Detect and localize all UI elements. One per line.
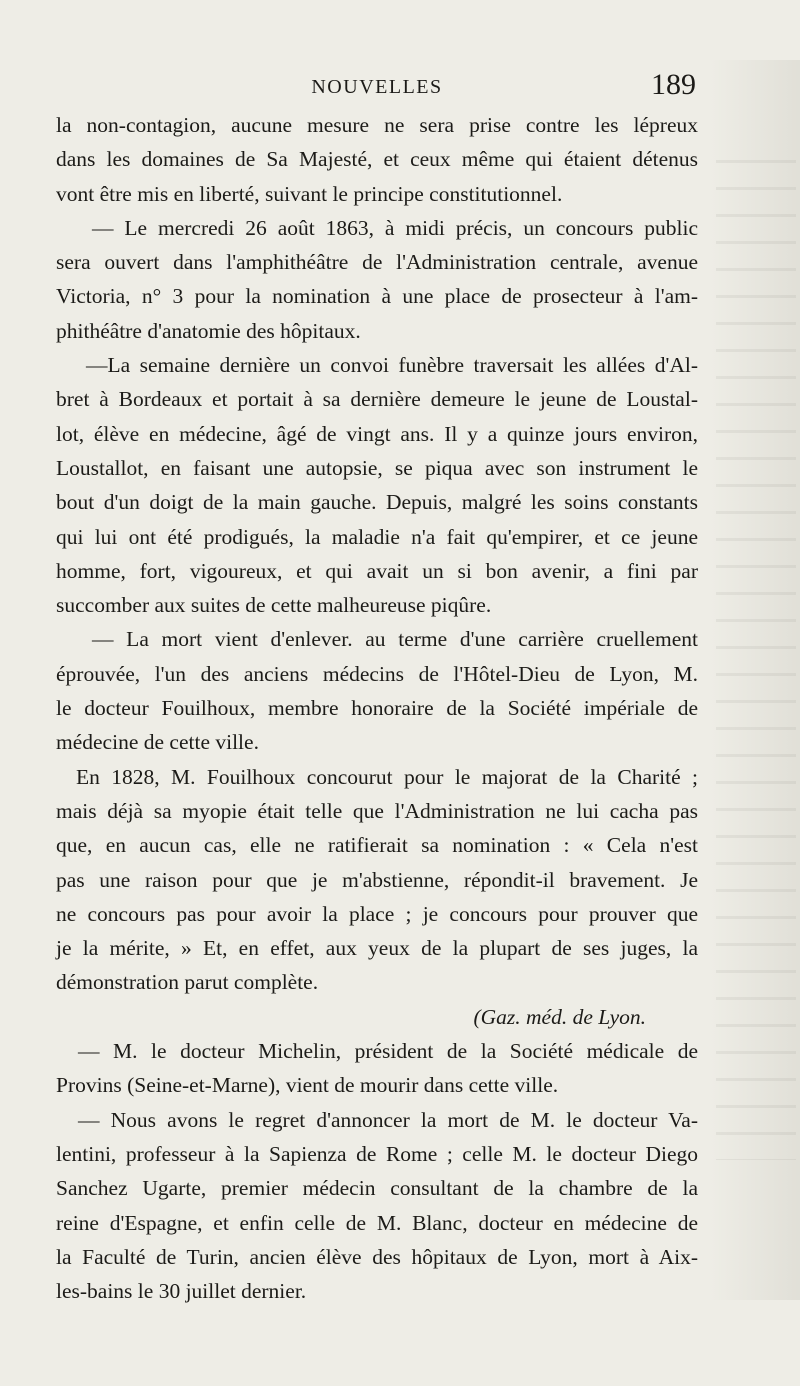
- text-line: Loustallot, en faisant une autopsie, se piqua avec son instrument le: [56, 455, 698, 480]
- text-line: éprouvée, l'un des anciens médecins de l'Hôtel-Dieu de Lyon, M.: [56, 661, 698, 686]
- text-line: sera ouvert dans l'amphithéâtre de l'Administration centrale, avenue: [56, 250, 698, 275]
- text-line: lot, élève en médecine, âgé de vingt ans. Il y a quinze jours environ,: [56, 421, 698, 446]
- text-line: vont être mis en liberté, suivant le principe constitutionnel.: [56, 181, 563, 206]
- news-item-obituaries: [56, 1103, 698, 1309]
- text-line: Victoria, n° 3 pour la nomination à une place de prosecteur à l'am-: [56, 284, 698, 309]
- text-line: — La mort vient d'enlever. au terme d'une carrière cruellement: [92, 627, 698, 652]
- source-citation: [56, 1000, 698, 1034]
- text-line: mais déjà sa myopie était telle que l'Administration ne lui cacha pas: [56, 798, 698, 823]
- text-line: pas une raison pour que je m'abstienne, répondit-il bravement. Je: [56, 867, 698, 892]
- text-line: bout d'un doigt de la main gauche. Depuis, malgré les soins constants: [56, 490, 698, 515]
- facing-page-show-through: [716, 160, 796, 1160]
- text-line: dans les domaines de Sa Majesté, et ceux même qui étaient détenus: [56, 147, 698, 172]
- running-title: NOUVELLES: [311, 76, 443, 98]
- text-line: médecine de cette ville.: [56, 730, 259, 755]
- text-line: En 1828, M. Fouilhoux concourut pour le majorat de la Charité ;: [76, 764, 698, 789]
- text-line: Sanchez Ugarte, premier médecin consultant de la chambre de la: [56, 1176, 698, 1201]
- book-page: [56, 68, 698, 1308]
- text-line: qui lui ont été prodigués, la maladie n'a fait qu'empirer, et ce jeune: [56, 524, 698, 549]
- text-line: les-bains le 30 juillet dernier.: [56, 1279, 307, 1304]
- news-item-lepers: [56, 108, 698, 211]
- text-line: homme, fort, vigoureux, et qui avait un si bon avenir, a fini par: [56, 558, 698, 583]
- text-line: succomber aux suites de cette malheureuse piqûre.: [56, 593, 492, 618]
- news-item-loustallot: [56, 348, 698, 622]
- text-line: la Faculté de Turin, ancien élève des hôpitaux de Lyon, mort à Aix-: [56, 1244, 698, 1269]
- text-line: bret à Bordeaux et portait à sa dernière demeure le jeune de Loustal-: [56, 387, 698, 412]
- news-item-fouilhoux-anecdote: [56, 760, 698, 1000]
- text-line: — Nous avons le regret d'annoncer la mort de M. le docteur Va-: [78, 1107, 698, 1132]
- text-line: que, en aucun cas, elle ne ratifierait sa nomination : « Cela n'est: [56, 833, 698, 858]
- text-line: ne concours pas pour avoir la place ; je concours pour prouver que: [56, 901, 698, 926]
- text-line: je la mérite, » Et, en effet, aux yeux de la plupart de ses juges, la: [56, 936, 698, 961]
- page-header: [56, 68, 698, 104]
- page-number: 189: [651, 68, 696, 101]
- text-line: la non-contagion, aucune mesure ne sera prise contre les lépreux: [56, 113, 698, 137]
- text-line: —La semaine dernière un convoi funèbre traversait les allées d'Al-: [86, 353, 698, 378]
- text-line: le docteur Fouilhoux, membre honoraire de la Société impériale de: [56, 696, 698, 721]
- news-item-michelin: [56, 1034, 698, 1103]
- news-item-fouilhoux: [56, 622, 698, 759]
- source-citation-text: (Gaz. méd. de Lyon.: [473, 1004, 646, 1029]
- news-item-concours: [56, 211, 698, 348]
- text-line: — Le mercredi 26 août 1863, à midi précis, un concours public: [92, 215, 698, 240]
- text-line: phithéâtre d'anatomie des hôpitaux.: [56, 318, 361, 343]
- text-line: démonstration parut complète.: [56, 970, 319, 995]
- text-line: Provins (Seine-et-Marne), vient de mourir dans cette ville.: [56, 1073, 559, 1098]
- text-line: reine d'Espagne, et enfin celle de M. Blanc, docteur en médecine de: [56, 1210, 698, 1235]
- text-line: lentini, professeur à la Sapienza de Rome ; celle M. le docteur Diego: [56, 1141, 698, 1166]
- text-line: — M. le docteur Michelin, président de la Société médicale de: [78, 1039, 698, 1064]
